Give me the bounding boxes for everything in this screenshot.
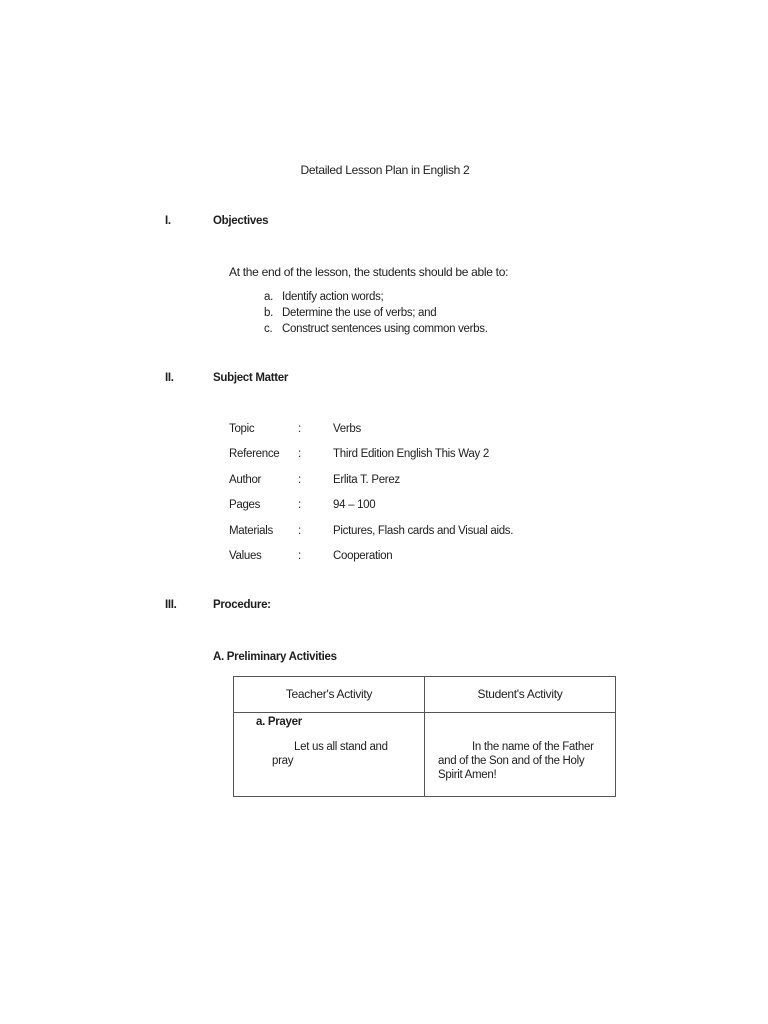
document-title: Detailed Lesson Plan in English 2 — [300, 163, 470, 177]
subject-row-author — [229, 471, 400, 489]
subject-row-colon: : — [298, 448, 301, 460]
student-line: and of the Son and of the Holy — [438, 755, 585, 767]
preliminary-activities-heading: A. Preliminary Activities — [213, 651, 337, 663]
subject-row-label: Materials — [229, 525, 273, 537]
procedure-heading: Procedure: — [213, 599, 271, 611]
subject-row-pages — [229, 496, 375, 514]
prayer-label: a. Prayer — [256, 716, 302, 728]
objective-letter: b. — [264, 307, 273, 319]
student-activity-header: Student's Activity — [425, 677, 616, 713]
teacher-activity-cell — [234, 713, 425, 797]
subject-row-topic — [229, 420, 361, 438]
subject-row-colon: : — [298, 499, 301, 511]
objectives-intro: At the end of the lesson, the students should be able to: — [229, 265, 509, 279]
subject-row-values — [229, 547, 392, 565]
objective-letter: c. — [264, 323, 273, 335]
teacher-line: Let us all stand and — [294, 741, 388, 753]
subject-matter-heading: Subject Matter — [213, 372, 289, 384]
table-row — [234, 713, 616, 797]
teacher-line: pray — [272, 755, 294, 767]
subject-row-label: Values — [229, 550, 262, 562]
subject-row-label: Pages — [229, 499, 261, 511]
objective-text: Determine the use of verbs; and — [282, 307, 437, 319]
student-line: Spirit Amen! — [438, 769, 497, 781]
subject-row-colon: : — [298, 525, 301, 537]
procedure-number: III. — [165, 599, 177, 611]
objective-letter: a. — [264, 291, 273, 303]
subject-row-value: Third Edition English This Way 2 — [333, 448, 489, 460]
subject-row-materials — [229, 522, 513, 540]
student-activity-cell — [425, 713, 616, 797]
subject-row-value: 94 – 100 — [333, 499, 376, 511]
subject-row-value: Cooperation — [333, 550, 393, 562]
subject-row-label: Topic — [229, 423, 255, 435]
subject-row-reference — [229, 445, 489, 463]
activities-table — [233, 676, 616, 797]
objective-text: Construct sentences using common verbs. — [282, 323, 488, 335]
objectives-heading: Objectives — [213, 215, 269, 227]
objective-item — [264, 289, 488, 305]
table-header-row — [234, 677, 616, 713]
objective-item — [264, 321, 488, 337]
subject-row-value: Verbs — [333, 423, 361, 435]
subject-row-colon: : — [298, 550, 301, 562]
subject-row-label: Author — [229, 474, 262, 486]
objectives-list — [264, 289, 488, 337]
subject-row-colon: : — [298, 423, 301, 435]
objective-item — [264, 305, 488, 321]
objectives-number: I. — [165, 215, 171, 227]
subject-row-value: Pictures, Flash cards and Visual aids. — [333, 525, 514, 537]
teacher-activity-header: Teacher's Activity — [234, 677, 425, 713]
student-line: In the name of the Father — [472, 741, 594, 753]
subject-row-colon: : — [298, 474, 301, 486]
subject-row-label: Reference — [229, 448, 280, 460]
subject-row-value: Erlita T. Perez — [333, 474, 400, 486]
objective-text: Identify action words; — [282, 291, 384, 303]
subject-matter-number: II. — [165, 372, 174, 384]
